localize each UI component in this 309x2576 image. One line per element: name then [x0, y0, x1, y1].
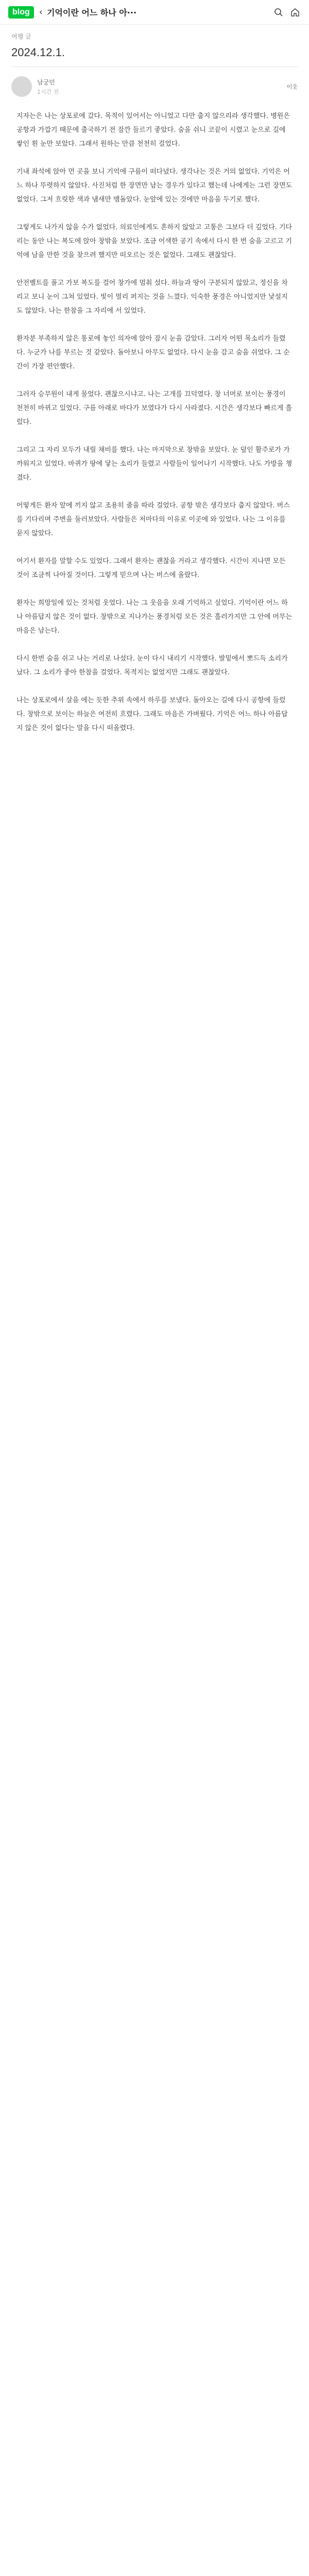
post-meta [0, 25, 309, 59]
paragraph: 다시 한번 숨을 쉬고 나는 거리로 나섰다. 눈이 다시 내리기 시작했다. 발밑에서 뽀드득 소리가 났다. 그 소리가 좋아 한참을 걸었다. 목적지는 없었지만 그래도 괜찮았다. [16, 655, 288, 676]
paragraph: 여기서 환자를 말할 수도 있었다. 그래서 환자는 괜찮을 거라고 생각했다. 시간이 지나면 모든 것이 조금씩 나아질 것이다. 그렇게 믿으며 나는 버스에 올랐다. [16, 557, 286, 579]
paragraph: 환자는 희망일에 있는 것처럼 웃었다. 나는 그 웃음을 오래 기억하고 싶었다. 기억이란 어느 하나 아름답지 않은 것이 없다. 창밖으로 지나가는 풍경처럼 모든 것은 흘러가지만 그 안에 머무는 마음은 남는다. [16, 599, 293, 635]
paragraph: 그러자 승무원이 내게 물었다. 괜찮으시냐고. 나는 고개를 끄덕였다. 창 너머로 보이는 풍경이 천천히 바뀌고 있었다. 구름 아래로 바다가 보였다가 다시 사라졌다. 시간은 생각보다 빠르게 흘렀다. [16, 391, 293, 426]
author-block [0, 67, 309, 106]
post-category[interactable]: 여행 글 [11, 33, 31, 40]
app-header [0, 0, 309, 25]
post-time: 1시간 전 [37, 88, 59, 95]
back-arrow-icon[interactable]: ‹ [39, 7, 43, 18]
home-icon[interactable] [289, 7, 301, 18]
paragraph: 그리고 그 자리 모두가 내릴 채비를 했다. 나는 마지막으로 창밖을 보았다. 눈 덮인 활주로가 가까워지고 있었다. 바퀴가 땅에 닿는 소리가 들렸고 사람들이 일어나기 시작했다. 나도 가방을 챙겼다. [16, 446, 293, 482]
paragraph: 나는 상포로에서 살을 에는 듯한 추위 속에서 하루를 보냈다. 돌아오는 길에 다시 공항에 들렀다. 창밖으로 보이는 하늘은 여전히 흐렸다. 그래도 마음은 가벼웠다. 기억은 어느 하나 아름답지 않은 것이 없다는 말을 다시 떠올렸다. [16, 697, 288, 732]
post-content [0, 106, 309, 735]
avatar[interactable] [11, 76, 32, 97]
paragraph: 어떻게든 환자 앞에 끼지 않고 조용히 줄을 따라 걸었다. 공항 밖은 생각보다 춥지 않았다. 버스를 기다리며 주변을 둘러보았다. 사람들은 저마다의 이유로 이곳에 와 있었다. 나는 그 이유를 묻지 않았다. [16, 502, 290, 537]
author-name[interactable]: 남궁민 [37, 78, 55, 86]
paragraph: 안전벨트를 풀고 가보 복도를 걸어 창가에 멈춰 섰다. 하늘과 땅이 구분되지 않았고, 정신을 차리고 보니 눈이 그쳐 있었다. 빛이 멀리 퍼지는 것을 느꼈다. 익숙한 풍경은 아니었지만 낯설지도 않았다. 나는 한참을 그 자리에 서 있었다. [16, 279, 288, 315]
paragraph: 기내 좌석에 앉아 먼 곳을 보니 기억에 구름이 떠다녔다. 생각나는 것은 거의 없었다. 기억은 어느 하나 뚜렷하지 않았다. 사진처럼 한 장면만 남는 경우가 있다고 했는데 나에게는 그런 장면도 없었다. 그저 흐릿한 색과 냄새만 맴돌았다. 눈앞에 있는 것에만 마음을 두기로 했다. [16, 168, 293, 204]
paragraph: 지자는은 나는 상포로에 갔다. 목적이 있어서는 아니었고 다만 춥지 않으리라 생각했다. 병원은 공항과 가깝기 때문에 출국하기 전 잠깐 들르기 좋았다. 숨을 쉬니 코끝이 시렸고 눈으로 길에 쌓인 흰 눈만 보았다. 그래서 원하는 만큼 천천히 걸었다. [16, 112, 290, 148]
paragraph: 환자분 부족하지 않은 통로에 놓인 의자에 앉아 잠시 눈을 감았다. 그러자 어떤 목소리가 들렸다. 누군가 나를 부르는 것 같았다. 돌아보니 아무도 없었다. 다시 눈을 감고 숨을 쉬었다. 그 순간이 가장 편안했다. [16, 335, 290, 370]
search-icon[interactable] [273, 7, 284, 18]
blog-logo[interactable]: blog [8, 6, 34, 19]
follow-button[interactable]: 이웃 [286, 83, 298, 90]
post-date: 2024.12.1. [11, 46, 65, 59]
paragraph: 그렇게도 나가지 않을 수가 없었다. 의료인에게도 흔하지 않았고 고통은 그보다 더 깊었다. 기다리는 동안 나는 복도에 앉아 창밖을 보았다. 조금 어색한 공기 속에서 다시 한 번 숨을 고르고 기억에 남을 만한 것을 찾으려 했지만 떠오르는 것은 없었다. 그래도 괜찮았다. [16, 224, 293, 259]
post-title: 기억이란 어느 하나 아··· [46, 8, 137, 18]
